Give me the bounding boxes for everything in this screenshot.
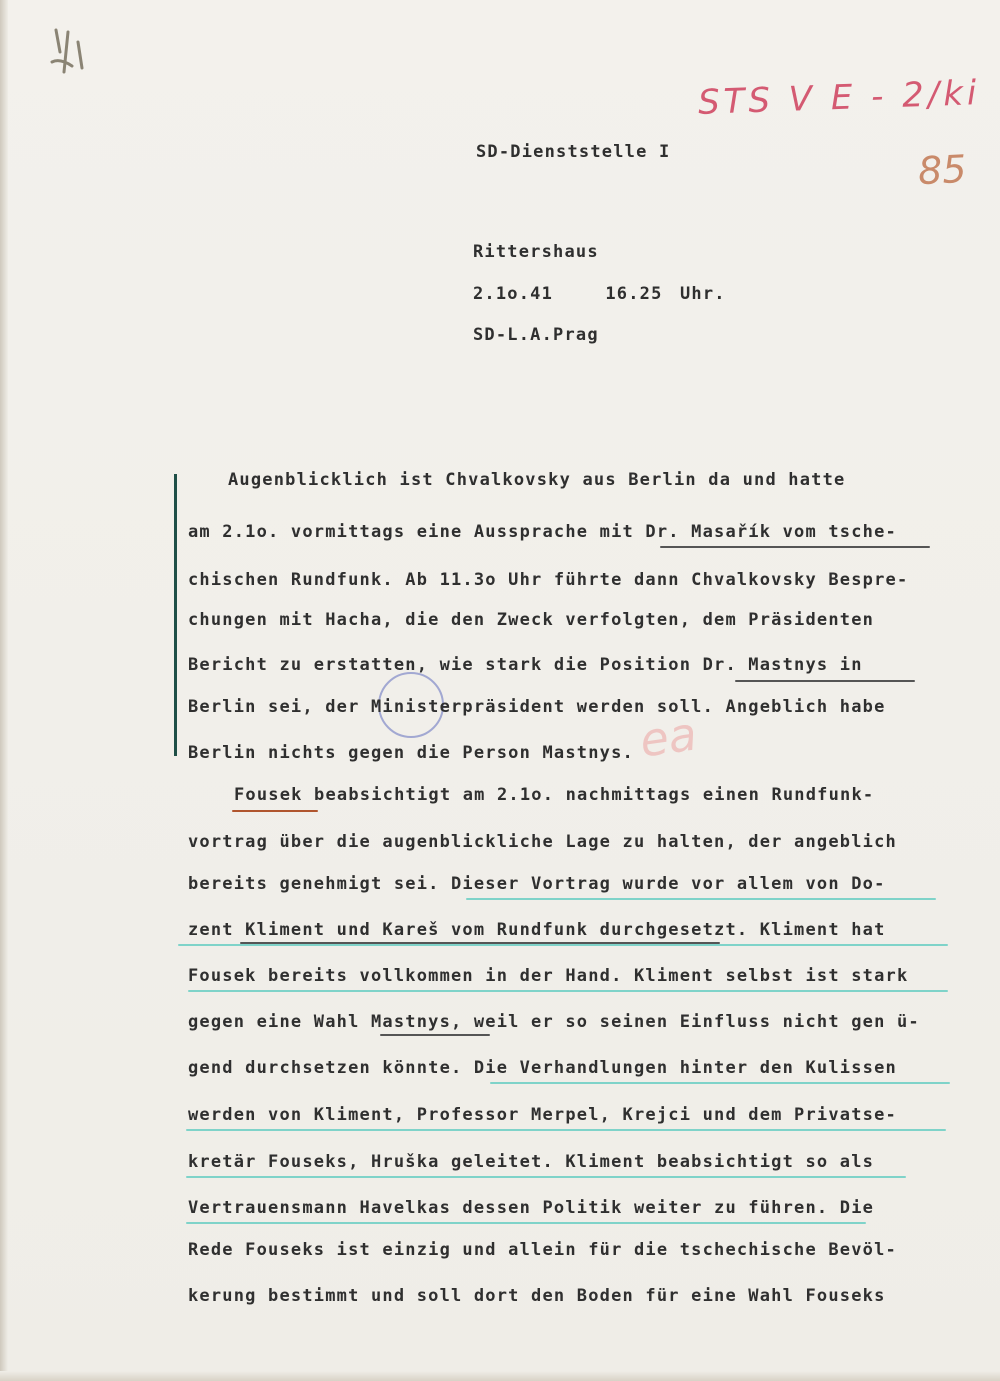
body-line: Bericht zu erstatten, wie stark die Position Dr. Mastnys in (188, 655, 863, 675)
folio-number: 85 (916, 146, 968, 194)
underline-masarik (660, 546, 930, 548)
faded-red-mark: ea (636, 706, 700, 768)
underline-kliment-kares (240, 942, 720, 944)
datetime-line: 2.1o.41 16.25 Uhr. (473, 284, 726, 304)
office-heading: SD-Dienststelle I (476, 142, 671, 162)
body-line: vortrag über die augenblickliche Lage zu halten, der angeblich (188, 832, 897, 852)
archive-code-annotation: STS V E - 2/ki (697, 73, 982, 123)
body-line: Berlin sei, der Ministerpräsident werden soll. Angeblich habe (188, 697, 886, 717)
underline-teal (186, 1222, 866, 1224)
paper-edge-left (0, 0, 8, 1381)
underline-teal (466, 898, 936, 900)
body-line: chischen Rundfunk. Ab 11.3o Uhr führte dann Chvalkovsky Bespre- (188, 570, 909, 590)
paper-edge-bottom (0, 1371, 1000, 1381)
underline-teal (188, 990, 948, 992)
body-line: gend durchsetzen könnte. Die Verhandlungen hinter den Kulissen (188, 1058, 897, 1078)
body-line: Augenblicklich ist Chvalkovsky aus Berlin da und hatte (228, 470, 846, 490)
body-line: chungen mit Hacha, die den Zweck verfolgten, dem Präsidenten (188, 610, 875, 630)
margin-marker-bar (174, 474, 177, 756)
body-line: bereits genehmigt sei. Dieser Vortrag wurde vor allem von Do- (188, 874, 886, 894)
body-line: gegen eine Wahl Mastnys, weil er so seinen Einfluss nicht gen ü- (188, 1012, 920, 1032)
underline-fousek (232, 810, 318, 812)
body-line: Vertrauensmann Havelkas dessen Politik weiter zu führen. Die (188, 1198, 875, 1218)
body-line: Fousek bereits vollkommen in der Hand. Kliment selbst ist stark (188, 966, 909, 986)
body-line: werden von Kliment, Professor Merpel, Krejci und dem Privatse- (188, 1105, 897, 1125)
body-line: kretär Fouseks, Hruška geleitet. Kliment beabsichtigt so als (188, 1152, 875, 1172)
body-line: am 2.1o. vormittags eine Aussprache mit Dr. Masařík vom tsche- (188, 522, 897, 542)
recipient-line: SD-L.A.Prag (473, 325, 599, 345)
underline-teal (490, 1082, 950, 1084)
corner-pencil-mark-icon (38, 22, 98, 82)
underline-mastnys (380, 1034, 490, 1036)
sender-line: Rittershaus (473, 242, 599, 262)
body-line: kerung bestimmt und soll dort den Boden für eine Wahl Fouseks (188, 1286, 886, 1306)
underline-teal (178, 944, 948, 946)
body-line: Fousek beabsichtigt am 2.1o. nachmittags einen Rundfunk- (234, 785, 875, 805)
body-line: Berlin nichts gegen die Person Mastnys. (188, 743, 634, 763)
underline-teal (186, 1176, 906, 1178)
underline-mastnys (735, 680, 915, 682)
underline-teal (186, 1129, 946, 1131)
body-line: zent Kliment und Kareš vom Rundfunk durchgesetzt. Kliment hat (188, 920, 886, 940)
body-line: Rede Fouseks ist einzig und allein für die tschechische Bevöl- (188, 1240, 897, 1260)
